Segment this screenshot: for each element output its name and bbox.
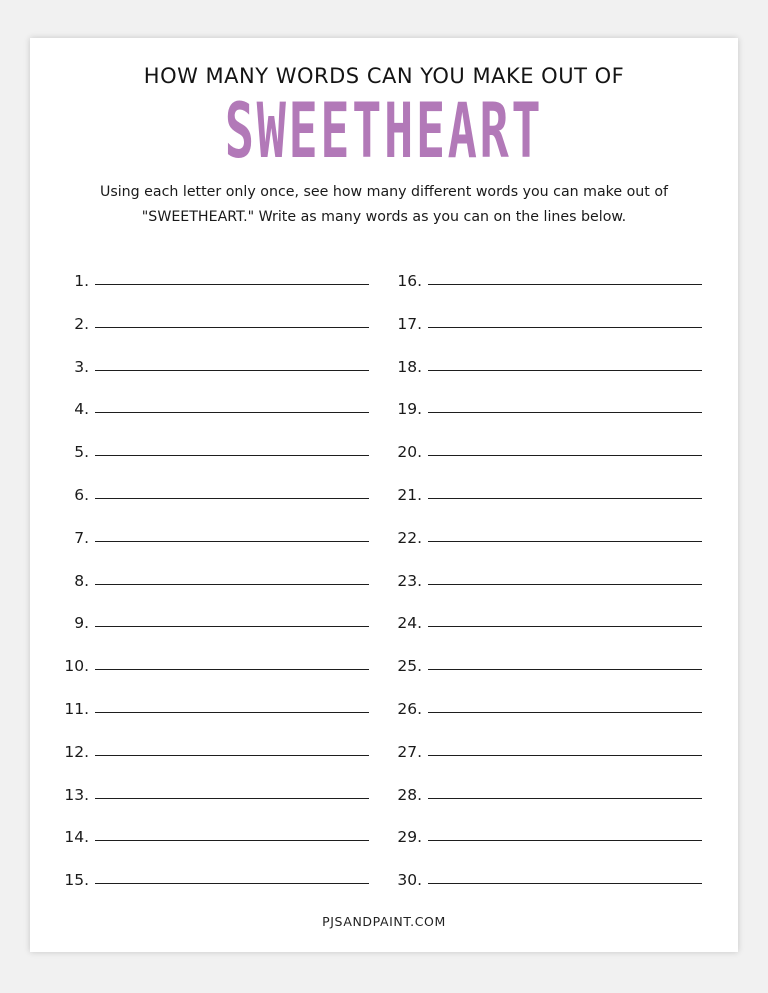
answer-line[interactable] <box>95 327 369 328</box>
instructions-line-2: "SWEETHEART." Write as many words as you can on the lines below. <box>141 209 627 225</box>
answer-number: 18. <box>397 357 422 376</box>
answer-number: 30. <box>397 871 422 890</box>
answer-number: 25. <box>397 657 422 676</box>
answer-number: 10. <box>64 657 89 676</box>
answer-number: 26. <box>397 700 422 718</box>
answer-number: 29. <box>397 828 422 847</box>
answer-number: 12. <box>64 742 89 761</box>
answer-line[interactable] <box>428 626 702 627</box>
answer-line[interactable] <box>95 584 369 585</box>
answer-number: 9. <box>74 614 89 633</box>
instructions <box>50 180 718 230</box>
answer-line[interactable] <box>428 327 702 328</box>
answer-line[interactable] <box>428 541 702 542</box>
answer-line[interactable] <box>428 840 702 841</box>
answer-line[interactable] <box>428 712 702 713</box>
answer-number: 15. <box>64 871 89 890</box>
worksheet-kicker: HOW MANY WORDS CAN YOU MAKE OUT OF <box>143 64 625 88</box>
answer-number: 22. <box>397 528 422 547</box>
answer-line[interactable] <box>428 370 702 371</box>
answer-line[interactable] <box>95 798 369 799</box>
answer-line[interactable] <box>95 498 369 499</box>
answer-line[interactable] <box>95 412 369 413</box>
answer-number: 17. <box>397 314 422 333</box>
answer-line[interactable] <box>95 370 369 371</box>
worksheet-page <box>30 38 738 952</box>
answer-number: 6. <box>74 486 89 504</box>
answer-number: 21. <box>397 486 422 504</box>
answer-line[interactable] <box>95 712 369 713</box>
answer-number: 13. <box>64 785 89 804</box>
answer-line[interactable] <box>428 798 702 799</box>
answer-line[interactable] <box>428 584 702 585</box>
answer-number: 4. <box>74 400 89 419</box>
answer-line[interactable] <box>95 626 369 627</box>
answer-number: 28. <box>397 785 422 804</box>
answer-line[interactable] <box>428 455 702 456</box>
instructions-line-1: Using each letter only once, see how many different words you can make out of <box>99 184 669 200</box>
answer-line[interactable] <box>95 455 369 456</box>
answer-line[interactable] <box>428 412 702 413</box>
answer-line[interactable] <box>95 755 369 756</box>
answer-line[interactable] <box>95 883 369 884</box>
answer-line[interactable] <box>95 541 369 542</box>
answer-line[interactable] <box>428 498 702 499</box>
site-footer: PJSANDPAINT.COM <box>322 914 446 929</box>
answer-number: 8. <box>74 571 89 590</box>
answer-line[interactable] <box>95 669 369 670</box>
answer-line[interactable] <box>95 284 369 285</box>
answer-number: 14. <box>64 828 89 847</box>
answer-number: 3. <box>74 357 89 376</box>
answer-number: 16. <box>397 272 422 290</box>
answer-number: 27. <box>397 742 422 761</box>
answer-number: 11. <box>64 700 89 718</box>
answer-number: 24. <box>397 614 422 633</box>
worksheet-word: SWEETHEART <box>224 86 544 175</box>
answer-line[interactable] <box>95 840 369 841</box>
answer-number: 1. <box>74 272 89 290</box>
answer-number: 20. <box>397 443 422 462</box>
answer-line[interactable] <box>428 755 702 756</box>
answer-number: 7. <box>74 528 89 547</box>
answer-line[interactable] <box>428 284 702 285</box>
answer-line[interactable] <box>428 883 702 884</box>
answer-number: 19. <box>397 400 422 419</box>
answer-line[interactable] <box>428 669 702 670</box>
answer-number: 2. <box>74 314 89 333</box>
answer-number: 5. <box>74 443 89 462</box>
answer-number: 23. <box>397 571 422 590</box>
